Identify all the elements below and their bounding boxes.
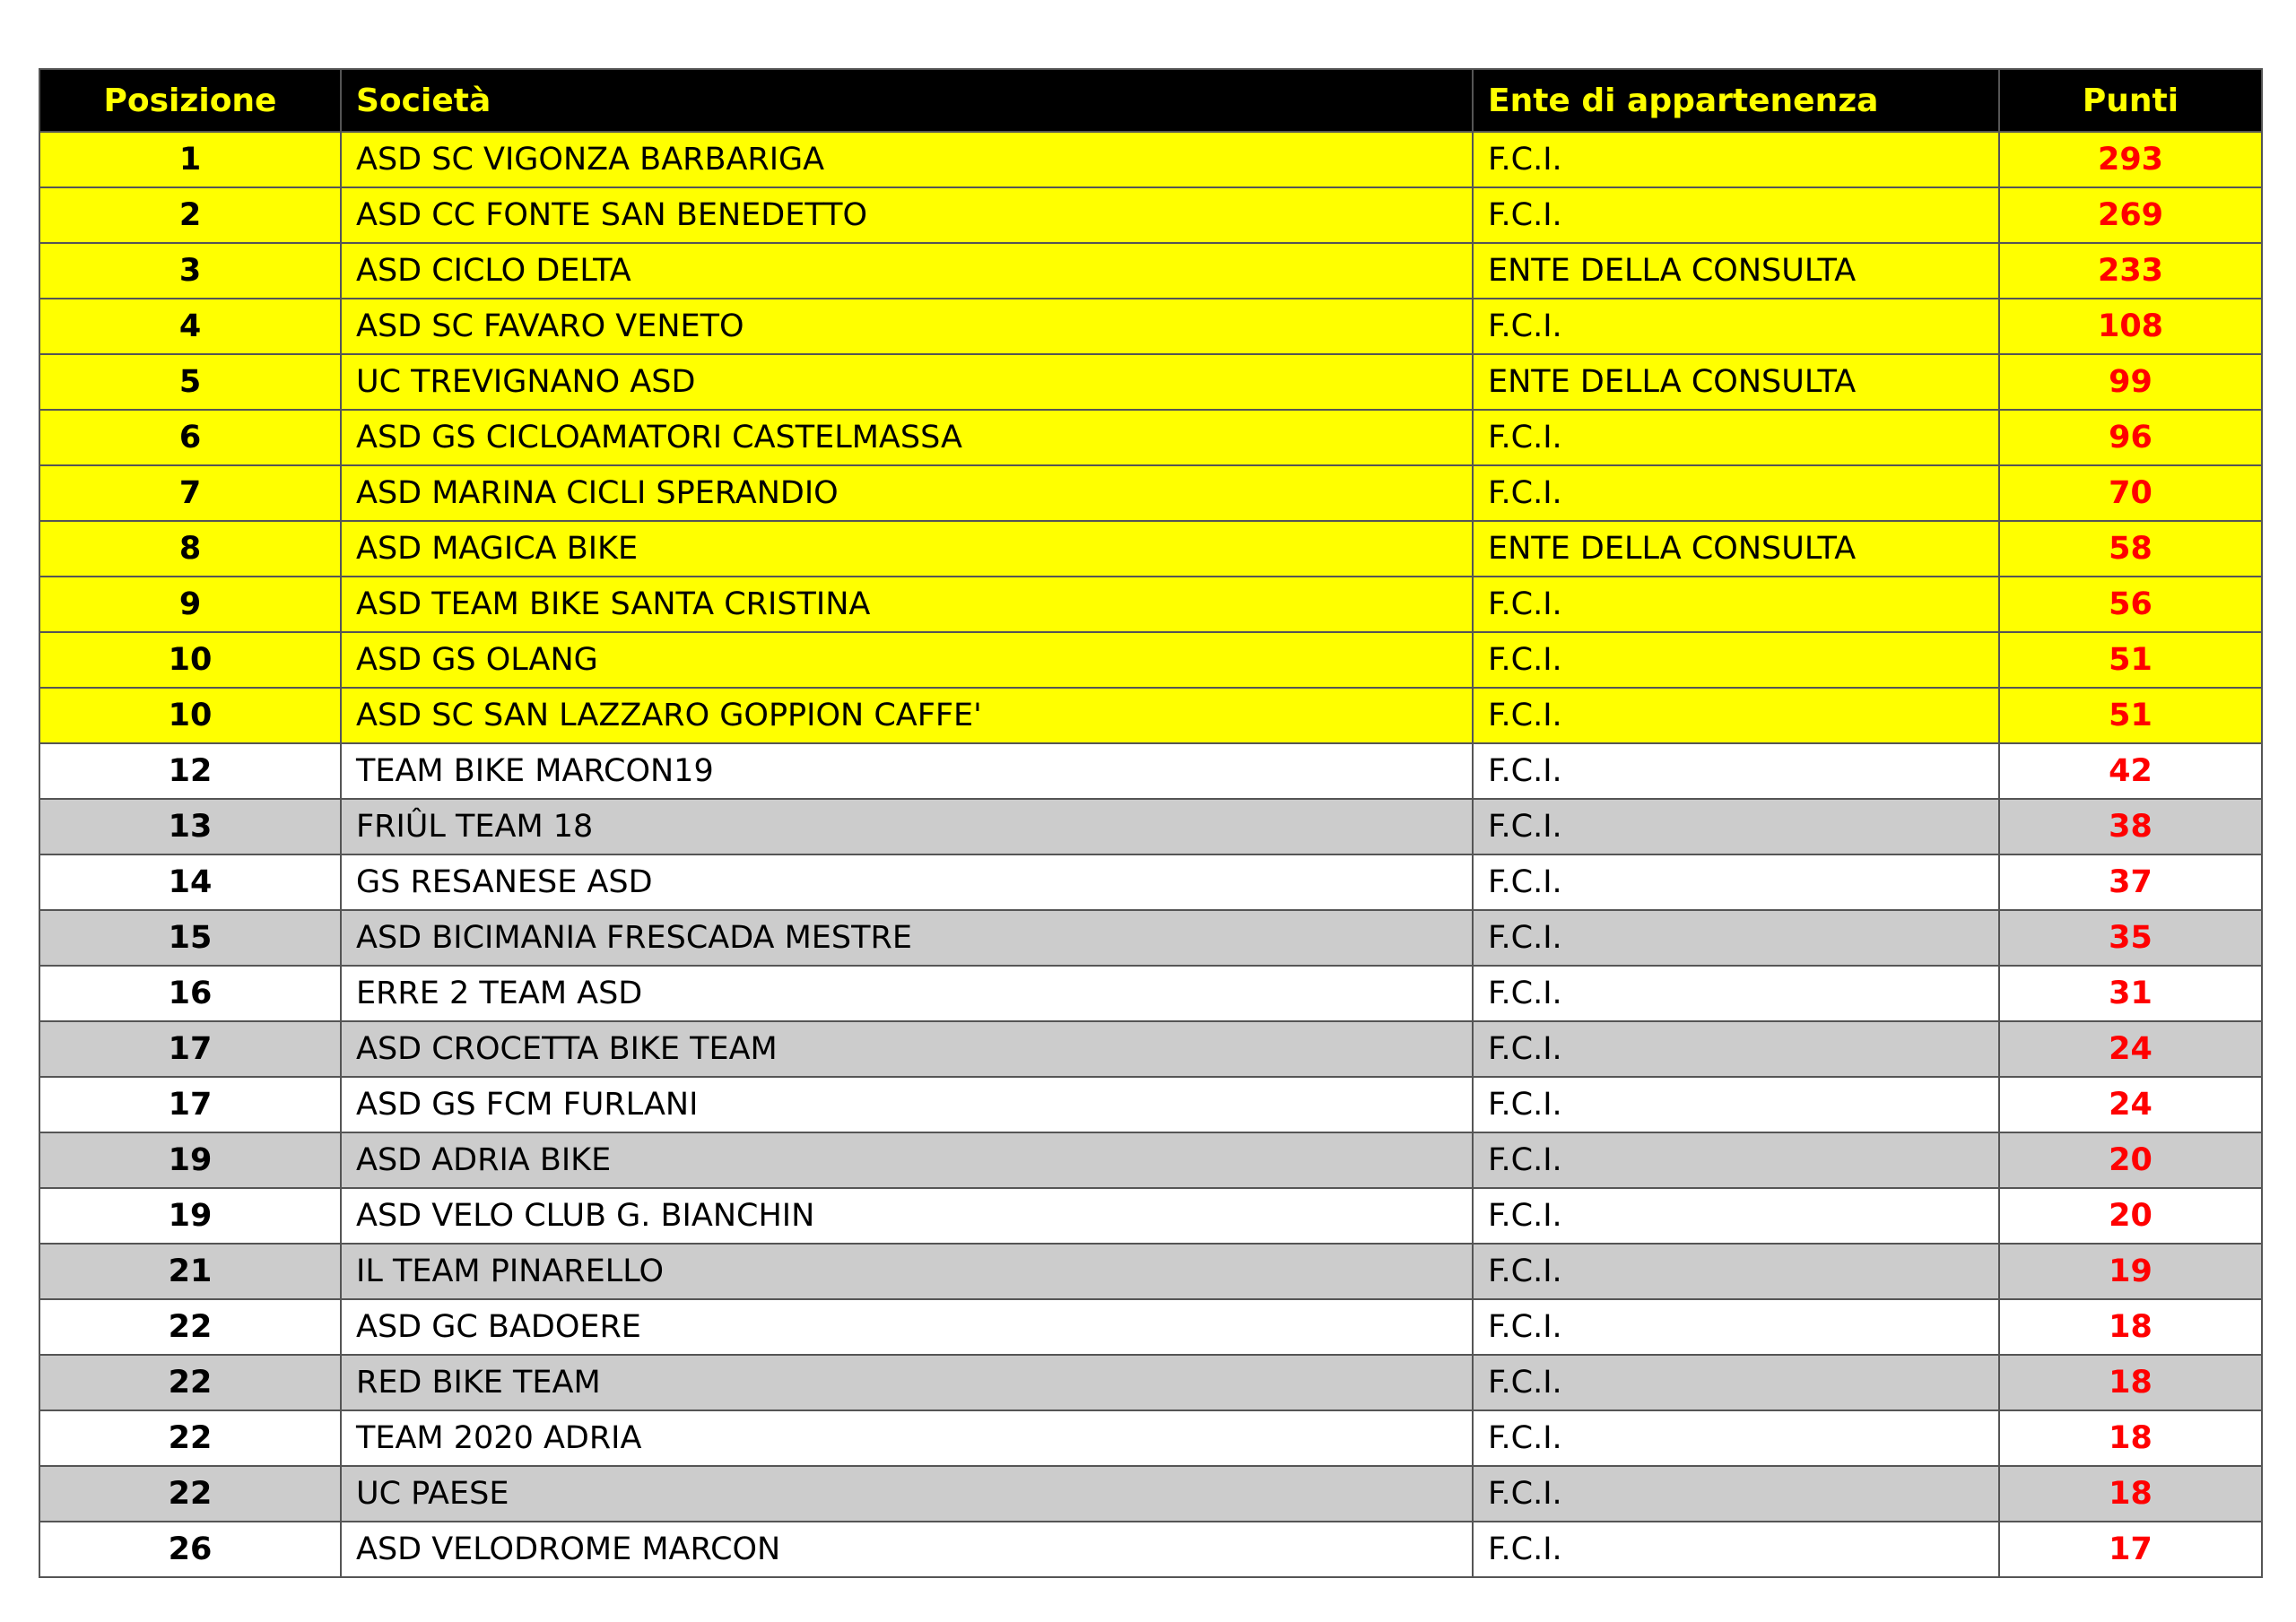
cell-society: ASD SC FAVARO VENETO (341, 299, 1473, 354)
cell-points: 58 (1999, 521, 2262, 577)
cell-position: 14 (39, 854, 341, 910)
table-row (39, 187, 2262, 243)
cell-points: 42 (1999, 743, 2262, 799)
cell-position: 22 (39, 1299, 341, 1355)
cell-points: 24 (1999, 1021, 2262, 1077)
cell-position: 22 (39, 1355, 341, 1410)
cell-society: GS RESANESE ASD (341, 854, 1473, 910)
cell-points: 108 (1999, 299, 2262, 354)
cell-entity: F.C.I. (1473, 465, 1999, 521)
cell-points: 99 (1999, 354, 2262, 410)
table-row (39, 354, 2262, 410)
cell-position: 5 (39, 354, 341, 410)
cell-entity: F.C.I. (1473, 299, 1999, 354)
header-society: Società (341, 69, 1473, 132)
cell-points: 19 (1999, 1244, 2262, 1299)
cell-entity: ENTE DELLA CONSULTA (1473, 521, 1999, 577)
cell-position: 17 (39, 1021, 341, 1077)
cell-points: 233 (1999, 243, 2262, 299)
cell-position: 10 (39, 688, 341, 743)
cell-entity: F.C.I. (1473, 187, 1999, 243)
cell-points: 18 (1999, 1466, 2262, 1522)
cell-position: 26 (39, 1522, 341, 1577)
table-row (39, 1188, 2262, 1244)
ranking-table (39, 68, 2263, 1578)
cell-points: 51 (1999, 688, 2262, 743)
header-entity: Ente di appartenenza (1473, 69, 1999, 132)
cell-entity: F.C.I. (1473, 743, 1999, 799)
cell-entity: ENTE DELLA CONSULTA (1473, 354, 1999, 410)
cell-entity: F.C.I. (1473, 966, 1999, 1021)
cell-points: 38 (1999, 799, 2262, 854)
table-row (39, 743, 2262, 799)
cell-entity: F.C.I. (1473, 799, 1999, 854)
table-row (39, 243, 2262, 299)
cell-entity: F.C.I. (1473, 1355, 1999, 1410)
cell-points: 293 (1999, 132, 2262, 187)
cell-points: 24 (1999, 1077, 2262, 1132)
cell-points: 18 (1999, 1355, 2262, 1410)
table-row (39, 966, 2262, 1021)
cell-points: 37 (1999, 854, 2262, 910)
cell-position: 10 (39, 632, 341, 688)
table-row (39, 1410, 2262, 1466)
table-row (39, 910, 2262, 966)
cell-entity: F.C.I. (1473, 910, 1999, 966)
cell-position: 1 (39, 132, 341, 187)
cell-society: RED BIKE TEAM (341, 1355, 1473, 1410)
cell-position: 3 (39, 243, 341, 299)
table-row (39, 132, 2262, 187)
cell-society: TEAM 2020 ADRIA (341, 1410, 1473, 1466)
cell-entity: F.C.I. (1473, 1188, 1999, 1244)
cell-entity: F.C.I. (1473, 1410, 1999, 1466)
cell-points: 18 (1999, 1410, 2262, 1466)
cell-position: 13 (39, 799, 341, 854)
cell-position: 22 (39, 1410, 341, 1466)
header-points: Punti (1999, 69, 2262, 132)
cell-society: ASD CC FONTE SAN BENEDETTO (341, 187, 1473, 243)
cell-points: 20 (1999, 1132, 2262, 1188)
cell-position: 4 (39, 299, 341, 354)
cell-points: 20 (1999, 1188, 2262, 1244)
table-header (39, 69, 2262, 132)
cell-position: 8 (39, 521, 341, 577)
cell-entity: ENTE DELLA CONSULTA (1473, 243, 1999, 299)
cell-entity: F.C.I. (1473, 410, 1999, 465)
cell-entity: F.C.I. (1473, 1244, 1999, 1299)
cell-position: 15 (39, 910, 341, 966)
cell-entity: F.C.I. (1473, 1077, 1999, 1132)
cell-points: 96 (1999, 410, 2262, 465)
cell-points: 56 (1999, 577, 2262, 632)
cell-society: UC TREVIGNANO ASD (341, 354, 1473, 410)
cell-society: ASD TEAM BIKE SANTA CRISTINA (341, 577, 1473, 632)
cell-society: ASD ADRIA BIKE (341, 1132, 1473, 1188)
cell-society: ASD VELO CLUB G. BIANCHIN (341, 1188, 1473, 1244)
cell-position: 17 (39, 1077, 341, 1132)
cell-society: ASD GS OLANG (341, 632, 1473, 688)
cell-entity: F.C.I. (1473, 1021, 1999, 1077)
table-row (39, 1132, 2262, 1188)
cell-position: 2 (39, 187, 341, 243)
table-row (39, 1244, 2262, 1299)
cell-entity: F.C.I. (1473, 688, 1999, 743)
table-row (39, 632, 2262, 688)
cell-entity: F.C.I. (1473, 854, 1999, 910)
cell-society: ASD CROCETTA BIKE TEAM (341, 1021, 1473, 1077)
cell-society: ASD GS CICLOAMATORI CASTELMASSA (341, 410, 1473, 465)
cell-points: 35 (1999, 910, 2262, 966)
cell-position: 6 (39, 410, 341, 465)
cell-society: ASD BICIMANIA FRESCADA MESTRE (341, 910, 1473, 966)
cell-entity: F.C.I. (1473, 577, 1999, 632)
cell-entity: F.C.I. (1473, 1299, 1999, 1355)
table-row (39, 1522, 2262, 1577)
cell-society: ASD VELODROME MARCON (341, 1522, 1473, 1577)
cell-points: 17 (1999, 1522, 2262, 1577)
cell-society: IL TEAM PINARELLO (341, 1244, 1473, 1299)
cell-entity: F.C.I. (1473, 1522, 1999, 1577)
cell-points: 51 (1999, 632, 2262, 688)
cell-society: FRIÛL TEAM 18 (341, 799, 1473, 854)
cell-position: 19 (39, 1132, 341, 1188)
cell-society: ASD MARINA CICLI SPERANDIO (341, 465, 1473, 521)
cell-points: 18 (1999, 1299, 2262, 1355)
table-row (39, 1299, 2262, 1355)
table-row (39, 465, 2262, 521)
table-row (39, 577, 2262, 632)
cell-society: ASD MAGICA BIKE (341, 521, 1473, 577)
table-row (39, 410, 2262, 465)
table-row (39, 299, 2262, 354)
cell-entity: F.C.I. (1473, 1132, 1999, 1188)
table-row (39, 1355, 2262, 1410)
cell-society: ASD SC SAN LAZZARO GOPPION CAFFE' (341, 688, 1473, 743)
cell-society: ASD GS FCM FURLANI (341, 1077, 1473, 1132)
cell-position: 16 (39, 966, 341, 1021)
table-row (39, 688, 2262, 743)
cell-points: 269 (1999, 187, 2262, 243)
cell-points: 70 (1999, 465, 2262, 521)
cell-position: 7 (39, 465, 341, 521)
header-position: Posizione (39, 69, 341, 132)
table-row (39, 799, 2262, 854)
cell-society: ASD GC BADOERE (341, 1299, 1473, 1355)
table-body (39, 132, 2262, 1577)
table-row (39, 854, 2262, 910)
cell-society: TEAM BIKE MARCON19 (341, 743, 1473, 799)
table-row (39, 1077, 2262, 1132)
cell-position: 21 (39, 1244, 341, 1299)
cell-entity: F.C.I. (1473, 632, 1999, 688)
header-row (39, 69, 2262, 132)
table-row (39, 1021, 2262, 1077)
cell-society: ERRE 2 TEAM ASD (341, 966, 1473, 1021)
table-row (39, 521, 2262, 577)
cell-points: 31 (1999, 966, 2262, 1021)
cell-society: ASD SC VIGONZA BARBARIGA (341, 132, 1473, 187)
cell-position: 22 (39, 1466, 341, 1522)
cell-society: UC PAESE (341, 1466, 1473, 1522)
cell-entity: F.C.I. (1473, 132, 1999, 187)
cell-position: 12 (39, 743, 341, 799)
table-row (39, 1466, 2262, 1522)
cell-position: 9 (39, 577, 341, 632)
cell-position: 19 (39, 1188, 341, 1244)
cell-entity: F.C.I. (1473, 1466, 1999, 1522)
cell-society: ASD CICLO DELTA (341, 243, 1473, 299)
